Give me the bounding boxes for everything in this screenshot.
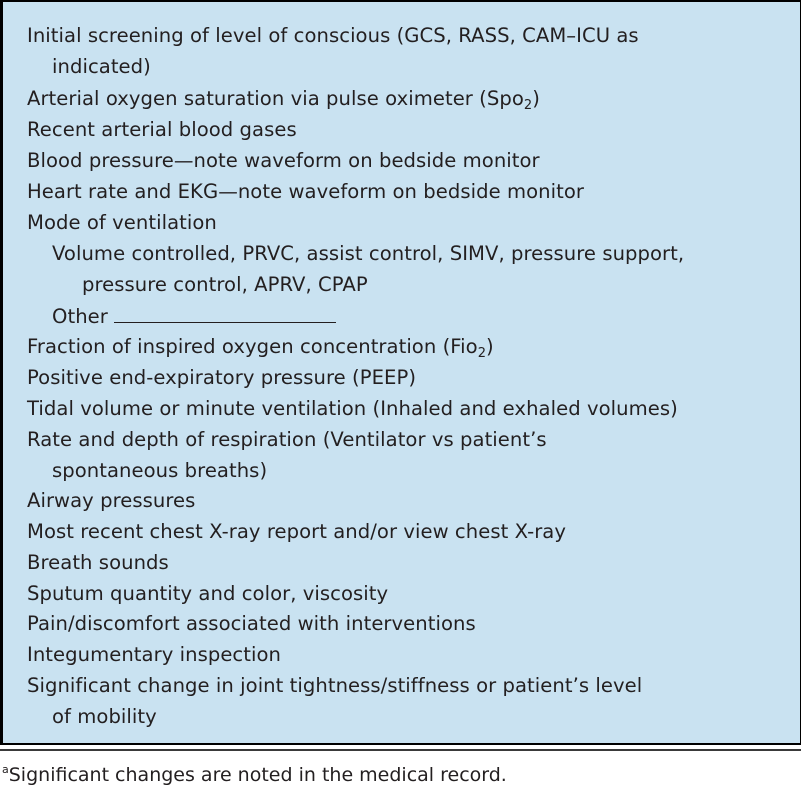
checklist-item-airway-pressures: Airway pressures bbox=[27, 489, 196, 512]
checklist-item-spo2 bbox=[27, 87, 540, 118]
other-blank-line bbox=[114, 304, 336, 323]
checklist-item-consciousness: Initial screening of level of conscious (GCS, RASS, CAM–ICU as bbox=[27, 24, 639, 47]
checklist-item-chest-xray: Most recent chest X-ray report and/or view chest X-ray bbox=[27, 520, 567, 543]
fio2-subscript: 2 bbox=[477, 346, 487, 361]
checklist-subitem-ventilation-modes-continued: pressure control, APRV, CPAP bbox=[82, 273, 368, 296]
checklist-item-pain: Pain/discomfort associated with interventions bbox=[27, 612, 476, 635]
checklist-item-joint-change: Significant change in joint tightness/stiffness or patient’s level bbox=[27, 674, 643, 697]
checklist-subitem-ventilation-modes: Volume controlled, PRVC, assist control, SIMV, pressure support, bbox=[52, 242, 685, 265]
footnote-divider bbox=[0, 749, 801, 751]
checklist-item-blood-gases: Recent arterial blood gases bbox=[27, 118, 297, 141]
checklist-item-integumentary: Integumentary inspection bbox=[27, 643, 281, 666]
spo2-closing-paren: ) bbox=[532, 87, 540, 110]
checklist-item-heart-rate: Heart rate and EKG—note waveform on bedside monitor bbox=[27, 180, 585, 203]
spo2-text: Arterial oxygen saturation via pulse oximeter (Spo bbox=[27, 87, 524, 110]
footnote-marker: a bbox=[2, 763, 9, 776]
other-label: Other bbox=[52, 305, 108, 328]
checklist-item-breath-sounds: Breath sounds bbox=[27, 551, 169, 574]
checklist-item-sputum: Sputum quantity and color, viscosity bbox=[27, 582, 389, 605]
checklist-item-consciousness-continued: indicated) bbox=[52, 55, 151, 78]
checklist-item-blood-pressure: Blood pressure—note waveform on bedside monitor bbox=[27, 149, 540, 172]
spo2-subscript: 2 bbox=[523, 98, 533, 113]
fio2-text: Fraction of inspired oxygen concentration (Fio bbox=[27, 335, 478, 358]
checklist-item-fio2 bbox=[27, 335, 494, 366]
checklist-subitem-other bbox=[52, 304, 336, 329]
checklist-item-tidal-volume: Tidal volume or minute ventilation (Inhaled and exhaled volumes) bbox=[27, 397, 678, 420]
checklist-item-ventilation-mode: Mode of ventilation bbox=[27, 211, 217, 234]
footnote-text: Significant changes are noted in the medical record. bbox=[8, 764, 507, 786]
checklist-item-joint-change-continued: of mobility bbox=[52, 705, 157, 728]
fio2-closing-paren: ) bbox=[486, 335, 494, 358]
checklist-item-respiration: Rate and depth of respiration (Ventilator vs patient’s bbox=[27, 428, 547, 451]
footnote bbox=[2, 758, 507, 787]
checklist-item-respiration-continued: spontaneous breaths) bbox=[52, 459, 268, 482]
checklist-item-peep: Positive end-expiratory pressure (PEEP) bbox=[27, 366, 417, 389]
